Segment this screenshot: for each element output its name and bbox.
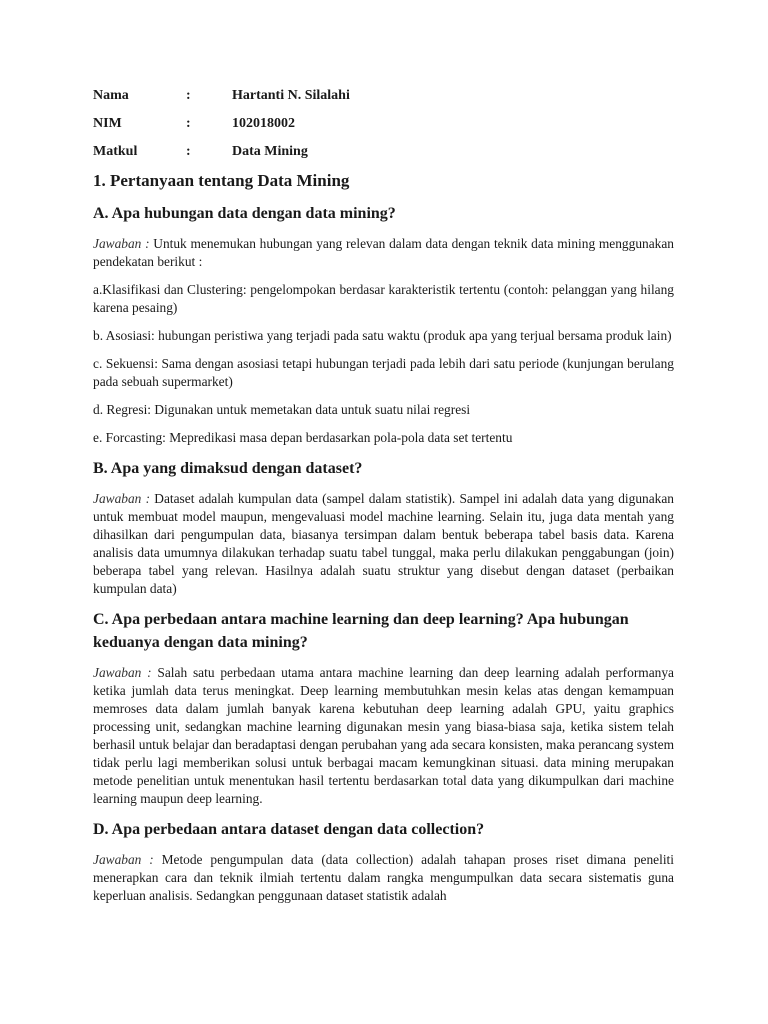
answer-a-item-5: e. Forcasting: Mepredikasi masa depan berdasarkan pola-pola data set tertentu — [93, 430, 513, 445]
identity-separator: : — [186, 116, 191, 131]
answer-a-item-3: c. Sekuensi: Sama dengan asosiasi tetapi hubungan terjadi pada lebih dari satu periode (kunjungan berulang pada sebuah supermarket) — [93, 356, 674, 389]
question-d-title: D. Apa perbedaan antara dataset dengan data collection? — [93, 821, 485, 838]
question-b-title: B. Apa yang dimaksud dengan dataset? — [93, 460, 363, 477]
document-content — [93, 86, 674, 915]
answer-d-text: Metode pengumpulan data (data collection) adalah tahapan proses riset dimana peneliti menerapkan cara dan teknik ilmiah tertentu dalam rangka mengumpulkan data secara sistematis guna keperluan analisis. Sedangkan penggunaan dataset statistik adalah — [93, 852, 674, 903]
identity-value: 102018002 — [232, 116, 295, 131]
identity-row-name — [93, 86, 674, 114]
answer-b — [93, 490, 674, 598]
answer-d — [93, 851, 674, 905]
identity-value: Hartanti N. Silalahi — [232, 88, 350, 103]
identity-separator: : — [186, 144, 191, 159]
identity-row-nim — [93, 114, 674, 142]
answer-c — [93, 664, 674, 808]
answer-b-text: Dataset adalah kumpulan data (sampel dalam statistik). Sampel ini adalah data yang digunakan untuk membuat model maupun, mengevaluasi model machine learning. Selain itu, juga data mentah yang dihasilkan dari pengumpulan data, biasanya tersimpan dalam bentuk beberapa tabel basis data. Karena analisis data umumnya dilakukan terhadap suatu tabel tunggal, maka perlu dilakukan penggabungan (join) beberapa tabel yang relevan. Hasilnya adalah suatu struktur yang disebut dengan dataset (perbaikan kumpulan data) — [93, 491, 674, 596]
answer-a-item-4: d. Regresi: Digunakan untuk memetakan data untuk suatu nilai regresi — [93, 402, 471, 417]
identity-row-course — [93, 142, 674, 170]
identity-separator: : — [186, 88, 191, 103]
question-a-title: A. Apa hubungan data dengan data mining? — [93, 205, 396, 222]
answer-label: Jawaban : — [93, 852, 154, 867]
answer-a-item-2: b. Asosiasi: hubungan peristiwa yang terjadi pada satu waktu (produk apa yang terjual bersama produk lain) — [93, 328, 672, 343]
identity-key: NIM — [93, 116, 122, 131]
answer-label: Jawaban : — [93, 236, 150, 251]
answer-c-text: Salah satu perbedaan utama antara machine learning dan deep learning adalah performanya ketika jumlah data terus meningkat. Deep learning membutuhkan mesin kelas atas dengan kemampuan memroses data dalam jumlah banyak karena kebutuhan deep learning adalah GPU, yaitu graphics processing unit, sedangkan machine learning digunakan mesin yang biasa-biasa saja, ketika sistem telah berhasil untuk belajar dan beradaptasi dengan perubahan yang ada secara konsisten, maka perancang system tidak perlu lagi memberikan solusi untuk berbagai macam kemungkinan situasi. data mining merupakan metode penelitian untuk menentukan hasil tertentu berdasarkan total data yang dikumpulkan dari machine learning maupun deep learning. — [93, 665, 674, 806]
identity-value: Data Mining — [232, 144, 308, 159]
question-c-title: C. Apa perbedaan antara machine learning dan deep learning? Apa hubungan keduanya dengan data mining? — [93, 611, 629, 651]
section-title: 1. Pertanyaan tentang Data Mining — [93, 171, 350, 190]
identity-key: Matkul — [93, 144, 138, 159]
answer-label: Jawaban : — [93, 665, 152, 680]
answer-a — [93, 235, 674, 271]
identity-key: Nama — [93, 88, 129, 103]
answer-a-item-1: a.Klasifikasi dan Clustering: pengelompokan berdasar karakteristik tertentu (contoh: pelanggan yang hilang karena pesaing) — [93, 282, 674, 315]
answer-a-text: Untuk menemukan hubungan yang relevan dalam data dengan teknik data mining menggunakan pendekatan berikut : — [93, 236, 674, 269]
answer-label: Jawaban : — [93, 491, 151, 506]
